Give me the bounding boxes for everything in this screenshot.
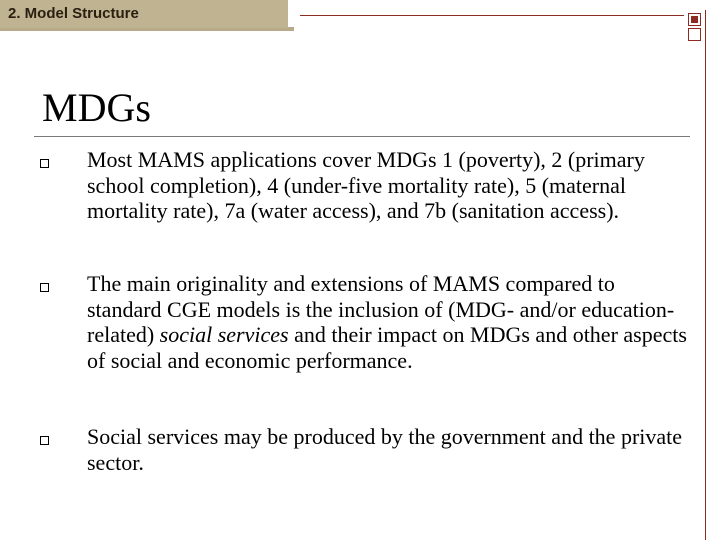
slide-title: MDGs <box>42 85 151 130</box>
corner-square-decoration-2 <box>688 28 701 41</box>
hollow-square-bullet-icon <box>40 436 49 445</box>
bullet-text-emphasis: social services <box>159 322 289 347</box>
hollow-square-bullet-icon <box>40 283 49 292</box>
section-tab <box>0 0 294 31</box>
bullet-text: Social services may be produced by the government and the private sector. <box>87 424 683 475</box>
bullet-text-part: and their impact on MDGs and other aspects of social and economic performance. <box>87 322 687 373</box>
title-underline <box>34 136 690 137</box>
corner-square-fill-decoration <box>691 16 698 23</box>
hollow-square-bullet-icon <box>40 159 49 168</box>
frame-right-line <box>705 10 706 540</box>
bullet-text <box>87 271 687 373</box>
bullet-text-part: The main originality and extensions of MAMS compared to standard CGE models is the inclusion of (MDG- and/or education-related) <box>87 271 675 347</box>
bullet-text: Most MAMS applications cover MDGs 1 (poverty), 2 (primary school completion), 4 (under-five mortality rate), 5 (maternal mortality rate), 7a (water access), and 7b (sanitation access). <box>87 147 645 223</box>
section-label: 2. Model Structure <box>0 0 288 28</box>
frame-top-line <box>300 15 684 16</box>
